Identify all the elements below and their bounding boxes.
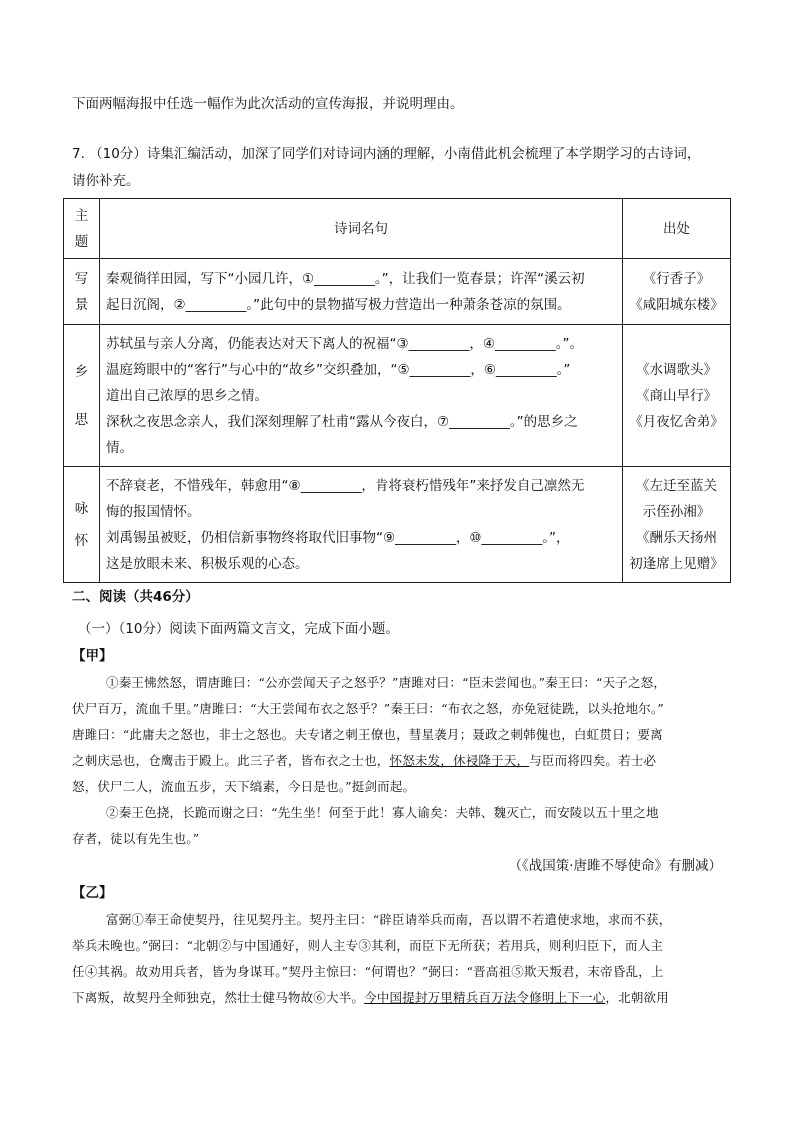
row-lines xyxy=(100,325,623,467)
header-source: 出处 xyxy=(623,199,731,259)
table-row xyxy=(64,325,731,467)
row-lines xyxy=(100,259,623,325)
jia-text-line: 唐雎曰：“此庸夫之怒也，非士之怒也。夫专诸之刺王僚也，彗星袭月；聂政之刺韩傀也，白虹贯日；要离 xyxy=(72,727,663,742)
poem-source: 《行香子》 xyxy=(642,270,711,287)
poem-line: 温庭筠眼中的“客行”与心中的“故乡”交织叠加，“⑤_________，⑥_________。” xyxy=(106,361,571,378)
jia-underlined-phrase: 怀怒未发，休祲降于天， xyxy=(389,753,530,768)
table-row xyxy=(64,259,731,325)
yi-text-segment: 下离叛，故契丹全师独克，然壮士健马物故⑥大半。 xyxy=(72,990,365,1005)
jia-text-line: ①秦王怫然怒，谓唐雎曰：“公亦尝闻天子之怒乎？”唐雎对曰：“臣未尝闻也。”秦王曰：“天子之怒， xyxy=(106,675,667,690)
header-lines: 诗词名句 xyxy=(100,199,623,259)
header-theme-char-2: 题 xyxy=(74,233,89,250)
jia-text-line: 伏尸百万，流血千里。”唐雎曰：“大王尝闻布衣之怒乎？”秦王曰：“布衣之怒，亦免冠徒跣，以头抢地尔。” xyxy=(72,701,664,716)
header-theme-char-1: 主 xyxy=(74,207,89,224)
poem-line: 悔的报国情怀。 xyxy=(106,503,201,520)
row-theme xyxy=(64,467,100,583)
yi-text-segment: ，北朝欲用 xyxy=(605,990,669,1005)
question-7-stem-cont: 请你补充。 xyxy=(72,173,140,189)
poem-line: 秦观徜徉田园，写下“小园几许，①_________。”，让我们一览春景；许浑“溪云初 xyxy=(106,270,585,287)
intro-line: 下面两幅海报中任选一幅作为此次活动的宣传海报，并说明理由。 xyxy=(72,96,464,112)
section-2-sub-1: （一）（10分）阅读下面两篇文言文，完成下面小题。 xyxy=(78,621,399,637)
row-sources xyxy=(623,325,731,467)
poem-line: 不辞衰老，不惜残年，韩愈用“⑧_________，肯将衰朽惜残年”来抒发自己凛然无 xyxy=(106,477,585,494)
table-header-row xyxy=(64,199,731,259)
jia-text-line: 存者，徒以有先生也。” xyxy=(72,831,200,846)
theme-char: 乡 xyxy=(74,363,89,380)
theme-char: 思 xyxy=(74,411,89,428)
yi-label: 【乙】 xyxy=(72,885,113,901)
jia-text-line: ②秦王色挠，长跪而谢之曰：“先生坐！何至于此！寡人谕矣：夫韩、魏灭亡，而安陵以五十里之地 xyxy=(106,805,659,820)
section-2-heading: 二、阅读（共46分） xyxy=(72,589,199,605)
poem-source: 《商山早行》 xyxy=(636,387,717,404)
poem-source: 示侄孙湘》 xyxy=(642,503,711,520)
poem-source: 《酬乐天扬州 xyxy=(636,529,717,546)
poem-line: 起日沉阁，②_________。”此句中的景物描写极力营造出一种萧条苍凉的氛围。 xyxy=(106,296,571,313)
poem-source: 《水调歌头》 xyxy=(636,361,717,378)
question-7-stem: 7. （10分）诗集汇编活动，加深了同学们对诗词内涵的理解，小南借此机会梳理了本学期学习的古诗词， xyxy=(72,146,701,162)
poem-line: 深秋之夜思念亲人，我们深刻理解了杜甫“露从今夜白，⑦_________。”的思乡之 xyxy=(106,413,578,430)
row-theme xyxy=(64,259,100,325)
yi-text-line: 富弼①奉王命使契丹，往见契丹主。契丹主曰：“辟臣请举兵而南，吾以谓不若遣使求地，求而不获， xyxy=(106,912,672,927)
yi-text-line xyxy=(72,989,669,1007)
poem-line: 这是放眼未来、积极乐观的心态。 xyxy=(106,555,309,572)
poem-line: 道出自己浓厚的思乡之情。 xyxy=(106,387,268,404)
jia-label: 【甲】 xyxy=(72,648,113,664)
theme-char: 写 xyxy=(74,270,89,287)
poem-table xyxy=(63,198,731,583)
poem-source: 《月夜忆舍弟》 xyxy=(629,413,724,430)
poem-source: 《左迁至蓝关 xyxy=(636,477,717,494)
jia-text-line xyxy=(72,752,656,770)
jia-source: （《战国策·唐雎不辱使命》有删减） xyxy=(508,858,722,874)
jia-text-segment: 与臣而将四矣。若士必 xyxy=(529,753,657,768)
yi-underlined-phrase: 今中国提封万里精兵百万法令修明上下一心 xyxy=(364,990,606,1005)
jia-text-segment: 之刺庆忌也，仓鹰击于殿上。此三子者，皆布衣之士也， xyxy=(72,753,390,768)
yi-text-line: 任④其祸。故劝用兵者，皆为身谋耳。”契丹主惊曰：“何谓也？”弼曰：“晋高祖⑤欺天叛君，末帝昏乱，上 xyxy=(72,964,664,979)
row-theme xyxy=(64,325,100,467)
poem-line: 刘禹锡虽被贬，仍相信新事物终将取代旧事物“⑨_________，⑩_________。”， xyxy=(106,529,570,546)
theme-char: 怀 xyxy=(74,532,89,549)
row-lines xyxy=(100,467,623,583)
jia-text-line: 怒，伏尸二人，流血五步，天下缟素，今日是也。”挺剑而起。 xyxy=(72,779,416,794)
poem-line: 苏轼虽与亲人分离，仍能表达对天下离人的祝福“③_________，④_________。”。 xyxy=(106,335,583,352)
yi-text-line: 举兵未晚也。”弼曰：“北朝②与中国通好，则人主专③其利，而臣下无所获；若用兵，则利归臣下，而人主 xyxy=(72,938,664,953)
row-sources xyxy=(623,259,731,325)
row-sources xyxy=(623,467,731,583)
header-theme xyxy=(64,199,100,259)
poem-source: 《咸阳城东楼》 xyxy=(629,296,724,313)
theme-char: 咏 xyxy=(74,500,89,517)
poem-source: 初逢席上见赠》 xyxy=(629,555,724,572)
table-row xyxy=(64,467,731,583)
theme-char: 景 xyxy=(74,296,89,313)
poem-line: 情。 xyxy=(106,439,133,456)
